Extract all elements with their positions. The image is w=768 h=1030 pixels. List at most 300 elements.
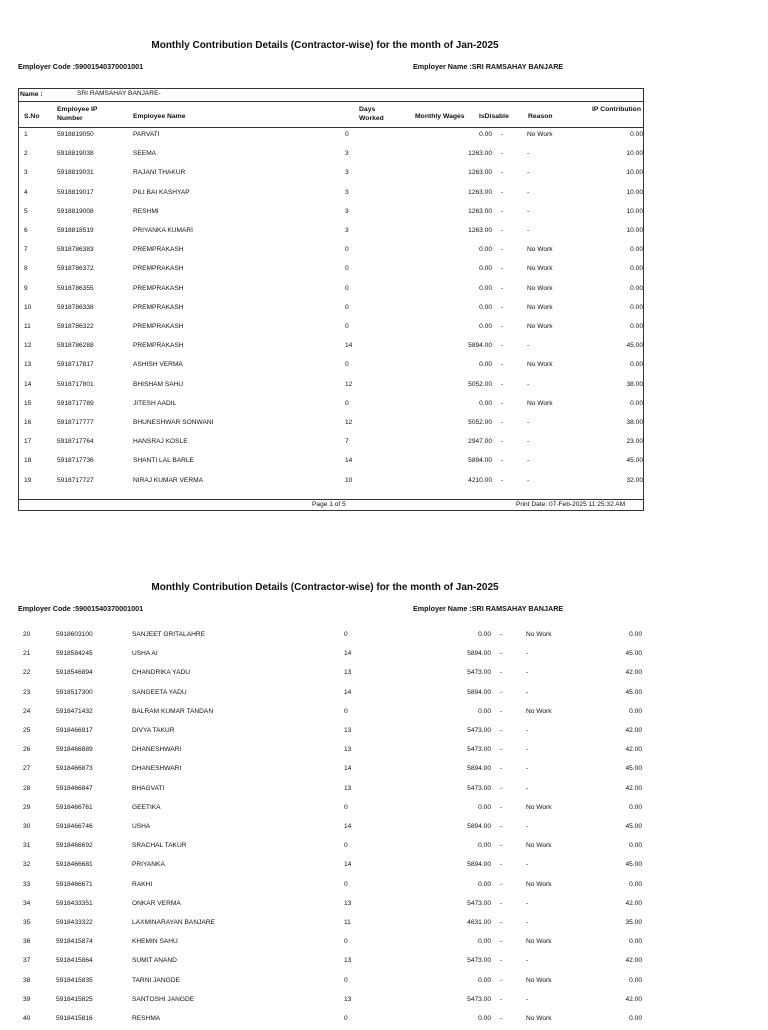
ip-number-cell: 5918466761 [56, 803, 93, 811]
employee-name-cell: BALRAM KUMAR TANDAN [132, 707, 214, 715]
monthly-wages-cell: 0.00 [478, 707, 491, 715]
employee-name-cell: PRIYANKA KUMARI [133, 227, 193, 234]
reason-cell: No Work [527, 323, 553, 330]
ip-number-cell: 5918466873 [56, 765, 93, 773]
ip-contribution-cell: 45.00 [626, 342, 643, 350]
header-wages: Monthly Wages [415, 113, 465, 120]
table-row [19, 242, 643, 261]
days-worked-cell: 14 [344, 688, 352, 696]
employee-name-cell: HANSRAJ KOSLE [133, 438, 188, 446]
days-worked-cell: 10 [345, 476, 353, 484]
ip-number-cell: 5918415825 [56, 995, 93, 1003]
ip-contribution-cell: 10.00 [626, 227, 643, 234]
reason-cell: - [526, 669, 529, 677]
monthly-wages-cell: 1263.00 [468, 169, 492, 177]
sno-cell: 12 [24, 342, 32, 350]
monthly-wages-cell: 1263.00 [468, 188, 492, 196]
ip-number-cell: 5918819017 [57, 188, 94, 196]
employee-name-cell: JITESH AADIL [133, 399, 177, 407]
employee-name-cell: PREMPRAKASH [133, 265, 184, 273]
days-worked-cell: 14 [345, 342, 353, 350]
days-worked-cell: 0 [344, 631, 348, 638]
ip-number-cell: 5918466692 [56, 842, 93, 850]
ip-contribution-cell: 0.00 [630, 265, 643, 273]
table-row [18, 723, 642, 742]
sno-cell: 19 [24, 476, 32, 484]
monthly-wages-cell: 0.00 [478, 631, 491, 638]
ip-number-cell: 5918717817 [57, 361, 94, 369]
ip-number-cell: 5918603100 [56, 631, 93, 638]
sno-cell: 38 [23, 976, 31, 984]
ip-contribution-cell: 0.00 [629, 707, 642, 715]
ip-contribution-cell: 0.00 [630, 246, 643, 254]
monthly-wages-cell: 4210.00 [468, 476, 492, 484]
sno-cell: 8 [24, 265, 28, 273]
reason-cell: - [527, 150, 530, 158]
is-disable-cell: - [501, 188, 504, 196]
employee-name-cell: DIVYA TAKUR [132, 727, 175, 734]
reason-cell: No Work [526, 631, 552, 638]
page2-employer-code: Employer Code :59001540370001001 [18, 604, 144, 613]
ip-contribution-cell: 10.00 [626, 207, 643, 215]
monthly-wages-cell: 1263.00 [468, 227, 492, 234]
monthly-wages-cell: 5894.00 [468, 457, 492, 465]
header-disable: IsDisable [479, 113, 509, 120]
ip-contribution-cell: 10.00 [626, 188, 643, 196]
table-row [18, 761, 642, 780]
table-row [18, 1011, 642, 1030]
sno-cell: 27 [23, 765, 31, 773]
reason-cell: - [527, 380, 530, 388]
employee-name-cell: SANTOSHI JANGDE [132, 995, 195, 1003]
monthly-wages-cell: 0.00 [479, 131, 492, 138]
employee-name-cell: SUMIT ANAND [132, 957, 177, 965]
monthly-wages-cell: 5473.00 [467, 784, 491, 792]
page2-employer-name: Employer Name :SRI RAMSAHAY BANJARE [413, 604, 564, 613]
name-label: Name : [20, 91, 43, 98]
sno-cell: 2 [24, 150, 28, 158]
days-worked-cell: 0 [344, 938, 348, 946]
ip-contribution-cell: 42.00 [625, 784, 642, 792]
sno-cell: 10 [24, 303, 32, 311]
reason-cell: No Work [526, 976, 552, 984]
ip-number-cell: 5918466746 [56, 823, 93, 830]
is-disable-cell: - [501, 303, 504, 311]
is-disable-cell: - [500, 919, 503, 926]
employee-name-cell: SRACHAL TAKUR [132, 842, 187, 850]
employee-name-cell: ONKAR VERMA [132, 899, 181, 907]
name-value: SRI RAMSAHAY BANJARE- [77, 90, 161, 97]
table-row [19, 357, 643, 376]
is-disable-cell: - [501, 207, 504, 215]
employee-name-cell: ASHISH VERMA [133, 361, 183, 369]
table-row [19, 473, 643, 492]
monthly-wages-cell: 4631.00 [467, 919, 491, 926]
ip-number-cell: 5918433351 [56, 899, 93, 907]
days-worked-cell: 13 [344, 957, 352, 965]
is-disable-cell: - [500, 765, 503, 773]
is-disable-cell: - [500, 669, 503, 677]
ip-contribution-cell: 0.00 [630, 284, 643, 292]
reason-cell: - [526, 823, 529, 830]
monthly-wages-cell: 5052.00 [468, 419, 492, 426]
is-disable-cell: - [501, 342, 504, 350]
ip-number-cell: 5918466917 [56, 727, 93, 734]
employee-name-cell: DHANESHWARI [132, 765, 182, 773]
sno-cell: 14 [24, 380, 32, 388]
ip-number-cell: 5918466671 [56, 880, 93, 888]
monthly-wages-cell: 2947.00 [468, 438, 492, 446]
days-worked-cell: 0 [345, 303, 349, 311]
is-disable-cell: - [500, 880, 503, 888]
ip-contribution-cell: 45.00 [625, 823, 642, 830]
ip-number-cell: 5918466681 [56, 861, 93, 869]
is-disable-cell: - [501, 419, 504, 426]
employee-name-cell: PREMPRAKASH [133, 284, 184, 292]
ip-contribution-cell: 10.00 [626, 150, 643, 158]
table-row [19, 396, 643, 415]
employee-name-cell: RESHMI [133, 207, 159, 215]
is-disable-cell: - [501, 284, 504, 292]
employee-name-cell: RESHMA [132, 1015, 161, 1022]
is-disable-cell: - [501, 227, 504, 234]
is-disable-cell: - [500, 803, 503, 811]
ip-number-cell: 5918546894 [56, 669, 93, 677]
table-row [18, 819, 642, 838]
ip-contribution-cell: 42.00 [625, 727, 642, 734]
ip-number-cell: 5918786383 [57, 246, 94, 254]
sno-cell: 21 [23, 650, 31, 658]
ip-contribution-cell: 0.00 [629, 880, 642, 888]
employee-name-cell: BHUNESHWAR SONWANI [133, 419, 214, 426]
ip-contribution-cell: 10.00 [626, 169, 643, 177]
employee-name-cell: BHAGVATI [132, 784, 165, 792]
ip-number-cell: 5918717727 [57, 476, 94, 484]
reason-cell: No Work [526, 842, 552, 850]
ip-number-cell: 5918415874 [56, 938, 93, 946]
ip-contribution-cell: 0.00 [629, 803, 642, 811]
sno-cell: 32 [23, 861, 31, 869]
days-worked-cell: 13 [344, 899, 352, 907]
days-worked-cell: 3 [345, 227, 349, 234]
is-disable-cell: - [500, 899, 503, 907]
reason-cell: - [527, 476, 530, 484]
employee-name-cell: PREMPRAKASH [133, 246, 184, 254]
page2-table [18, 627, 644, 1024]
is-disable-cell: - [501, 150, 504, 158]
table-row [19, 300, 643, 319]
ip-contribution-cell: 45.00 [625, 861, 642, 869]
sno-cell: 9 [24, 284, 28, 292]
days-worked-cell: 0 [345, 399, 349, 407]
table-row [18, 877, 642, 896]
ip-contribution-cell: 0.00 [630, 131, 643, 138]
is-disable-cell: - [500, 784, 503, 792]
ip-number-cell: 5918717801 [57, 380, 94, 388]
ip-contribution-cell: 45.00 [625, 650, 642, 658]
days-worked-cell: 3 [345, 207, 349, 215]
ip-number-cell: 5918819031 [57, 169, 94, 177]
days-worked-cell: 0 [345, 323, 349, 330]
ip-number-cell: 5918517300 [56, 688, 93, 696]
monthly-wages-cell: 0.00 [478, 842, 491, 850]
monthly-wages-cell: 5473.00 [467, 669, 491, 677]
is-disable-cell: - [500, 938, 503, 946]
sno-cell: 3 [24, 169, 28, 177]
monthly-wages-cell: 5473.00 [467, 899, 491, 907]
days-worked-cell: 14 [344, 765, 352, 773]
reason-cell: No Work [527, 399, 553, 407]
is-disable-cell: - [500, 1015, 503, 1022]
ip-number-cell: 5918819038 [57, 150, 94, 158]
reason-cell: No Work [527, 265, 553, 273]
ip-contribution-cell: 0.00 [629, 938, 642, 946]
page1-table [18, 88, 644, 511]
reason-cell: - [527, 169, 530, 177]
is-disable-cell: - [500, 976, 503, 984]
sno-cell: 37 [23, 957, 31, 965]
reason-cell: - [527, 419, 530, 426]
employee-name-cell: PREMPRAKASH [133, 342, 184, 350]
footer-print-date: Print Date: 07-Feb-2025 11:25:32 AM [516, 501, 626, 508]
ip-contribution-cell: 42.00 [625, 957, 642, 965]
days-worked-cell: 12 [345, 380, 353, 388]
ip-contribution-cell: 23.00 [626, 438, 643, 446]
sno-cell: 36 [23, 938, 31, 946]
table-row [19, 223, 643, 242]
monthly-wages-cell: 5473.00 [467, 995, 491, 1003]
ip-contribution-cell: 45.00 [625, 688, 642, 696]
days-worked-cell: 0 [344, 880, 348, 888]
employee-name-cell: RAKHI [132, 880, 153, 888]
employee-name-cell: RAJANI THAKUR [133, 169, 186, 177]
sno-cell: 26 [23, 746, 31, 754]
reason-cell: - [526, 765, 529, 773]
table-row [18, 742, 642, 761]
monthly-wages-cell: 0.00 [479, 246, 492, 254]
table-row [19, 281, 643, 300]
employee-name-cell: PRIYANKA [132, 861, 165, 869]
employee-name-cell: DHANESHWARI [132, 746, 182, 754]
reason-cell: - [527, 188, 530, 196]
reason-cell: No Work [526, 938, 552, 946]
is-disable-cell: - [501, 361, 504, 369]
employee-name-cell: GEETIKA [132, 803, 161, 811]
days-worked-cell: 13 [344, 746, 352, 754]
ip-contribution-cell: 42.00 [625, 669, 642, 677]
table-row [19, 127, 643, 146]
table-row [18, 915, 642, 934]
ip-number-cell: 5918717789 [57, 399, 94, 407]
is-disable-cell: - [501, 265, 504, 273]
ip-number-cell: 5918717736 [57, 457, 94, 465]
days-worked-cell: 14 [344, 823, 352, 830]
ip-number-cell: 5918433322 [56, 919, 93, 926]
days-worked-cell: 0 [344, 976, 348, 984]
days-worked-cell: 13 [344, 669, 352, 677]
monthly-wages-cell: 0.00 [479, 399, 492, 407]
employee-name-cell: LAXMINARAYAN BANJARE [132, 919, 215, 926]
sno-cell: 33 [23, 880, 31, 888]
ip-number-cell: 5918717764 [57, 438, 94, 446]
ip-contribution-cell: 45.00 [625, 765, 642, 773]
reason-cell: - [526, 746, 529, 754]
reason-cell: - [526, 995, 529, 1003]
reason-cell: - [526, 919, 529, 926]
reason-cell: - [527, 457, 530, 465]
ip-number-cell: 5918466847 [56, 784, 93, 792]
employee-name-cell: NIRAJ KUMAR VERMA [133, 476, 203, 484]
is-disable-cell: - [500, 861, 503, 869]
table-row [19, 434, 643, 453]
footer-page-number: Page 1 of 5 [312, 501, 346, 508]
header-sno: S.No [24, 113, 40, 120]
reason-cell: - [527, 207, 530, 215]
table-row [18, 646, 642, 665]
reason-cell: - [527, 438, 530, 446]
sno-cell: 40 [23, 1015, 31, 1022]
table-row [18, 800, 642, 819]
is-disable-cell: - [500, 688, 503, 696]
table-row [19, 165, 643, 184]
employee-name-cell: PREMPRAKASH [133, 323, 184, 330]
days-worked-cell: 3 [345, 169, 349, 177]
ip-contribution-cell: 32.00 [626, 476, 643, 484]
is-disable-cell: - [501, 131, 504, 138]
ip-number-cell: 5918466889 [56, 746, 93, 754]
employee-name-cell: TARNI JANGDE [132, 976, 180, 984]
is-disable-cell: - [500, 727, 503, 734]
ip-contribution-cell: 42.00 [625, 995, 642, 1003]
page1-employer-name: Employer Name :SRI RAMSAHAY BANJARE [413, 62, 564, 71]
is-disable-cell: - [500, 746, 503, 754]
reason-cell: No Work [527, 131, 553, 138]
monthly-wages-cell: 5894.00 [467, 688, 491, 696]
ip-number-cell: 5918818519 [57, 227, 94, 234]
sno-cell: 24 [23, 707, 31, 715]
ip-number-cell: 5918819008 [57, 207, 94, 215]
table-row [18, 781, 642, 800]
reason-cell: No Work [527, 284, 553, 292]
is-disable-cell: - [500, 631, 503, 638]
reason-cell: No Work [527, 303, 553, 311]
is-disable-cell: - [501, 323, 504, 330]
table-row [18, 992, 642, 1011]
sno-cell: 20 [23, 631, 31, 638]
is-disable-cell: - [501, 457, 504, 465]
days-worked-cell: 14 [345, 457, 353, 465]
is-disable-cell: - [500, 707, 503, 715]
page1-title: Monthly Contribution Details (Contractor-wise) for the month of Jan-2025 [151, 40, 499, 51]
is-disable-cell: - [500, 995, 503, 1003]
days-worked-cell: 0 [344, 803, 348, 811]
sno-cell: 6 [24, 227, 28, 234]
header-name: Employee Name [133, 113, 186, 120]
reason-cell: No Work [527, 246, 553, 254]
monthly-wages-cell: 0.00 [479, 265, 492, 273]
sno-cell: 15 [24, 399, 32, 407]
ip-number-cell: 5918786372 [57, 265, 94, 273]
reason-cell: No Work [526, 880, 552, 888]
sno-cell: 5 [24, 207, 28, 215]
table-row [18, 934, 642, 953]
monthly-wages-cell: 0.00 [478, 938, 491, 946]
is-disable-cell: - [500, 650, 503, 658]
reason-cell: - [526, 688, 529, 696]
is-disable-cell: - [500, 842, 503, 850]
table-row [19, 146, 643, 165]
employee-name-cell: BHISHAM SAHU [133, 380, 184, 388]
is-disable-cell: - [501, 246, 504, 254]
days-worked-cell: 11 [344, 919, 351, 926]
days-worked-cell: 7 [345, 438, 349, 446]
ip-contribution-cell: 0.00 [629, 976, 642, 984]
sno-cell: 22 [23, 669, 31, 677]
ip-contribution-cell: 0.00 [629, 1015, 642, 1022]
table-row [19, 453, 643, 472]
monthly-wages-cell: 0.00 [478, 880, 491, 888]
ip-contribution-cell: 0.00 [630, 399, 643, 407]
days-worked-cell: 0 [344, 1015, 348, 1022]
sno-cell: 39 [23, 995, 31, 1003]
header-ip: Employee IP Number [57, 106, 98, 122]
ip-contribution-cell: 0.00 [630, 323, 643, 330]
ip-contribution-cell: 45.00 [626, 457, 643, 465]
employee-name-cell: SANGEETA YADU [132, 688, 187, 696]
table-row [19, 338, 643, 357]
days-worked-cell: 13 [344, 727, 352, 734]
is-disable-cell: - [500, 823, 503, 830]
header-contrib: IP Contribution [592, 106, 641, 113]
table-row [18, 857, 642, 876]
days-worked-cell: 0 [345, 246, 349, 254]
ip-number-cell: 5918786338 [57, 303, 94, 311]
ip-contribution-cell: 38.00 [626, 380, 643, 388]
monthly-wages-cell: 5894.00 [467, 823, 491, 830]
ip-contribution-cell: 38.00 [626, 419, 643, 426]
sno-cell: 18 [24, 457, 32, 465]
table-row [18, 685, 642, 704]
ip-number-cell: 5918584245 [56, 650, 93, 658]
reason-cell: No Work [526, 707, 552, 715]
sno-cell: 11 [24, 323, 31, 330]
monthly-wages-cell: 5894.00 [467, 650, 491, 658]
days-worked-cell: 0 [344, 707, 348, 715]
employee-name-cell: SHANTI LAL BARLE [133, 457, 194, 465]
table-row [19, 185, 643, 204]
ip-number-cell: 5918819050 [57, 131, 94, 138]
days-worked-cell: 0 [344, 842, 348, 850]
days-worked-cell: 14 [344, 650, 352, 658]
footer-line [19, 499, 643, 500]
table-row [18, 665, 642, 684]
employee-name-cell: PARVATI [133, 131, 160, 138]
reason-cell: - [526, 650, 529, 658]
reason-cell: - [526, 727, 529, 734]
ip-number-cell: 5918415864 [56, 957, 93, 965]
days-worked-cell: 0 [345, 131, 349, 138]
table-row [18, 896, 642, 915]
days-worked-cell: 0 [345, 284, 349, 292]
page1-employer-code: Employer Code :59001540370001001 [18, 62, 144, 71]
monthly-wages-cell: 0.00 [478, 1015, 491, 1022]
monthly-wages-cell: 0.00 [478, 976, 491, 984]
table-row [18, 953, 642, 972]
reason-cell: No Work [527, 361, 553, 369]
sno-cell: 16 [24, 419, 32, 426]
employee-name-cell: KHEMIN SAHU [132, 938, 178, 946]
employee-name-cell: SEEMA [133, 150, 157, 158]
